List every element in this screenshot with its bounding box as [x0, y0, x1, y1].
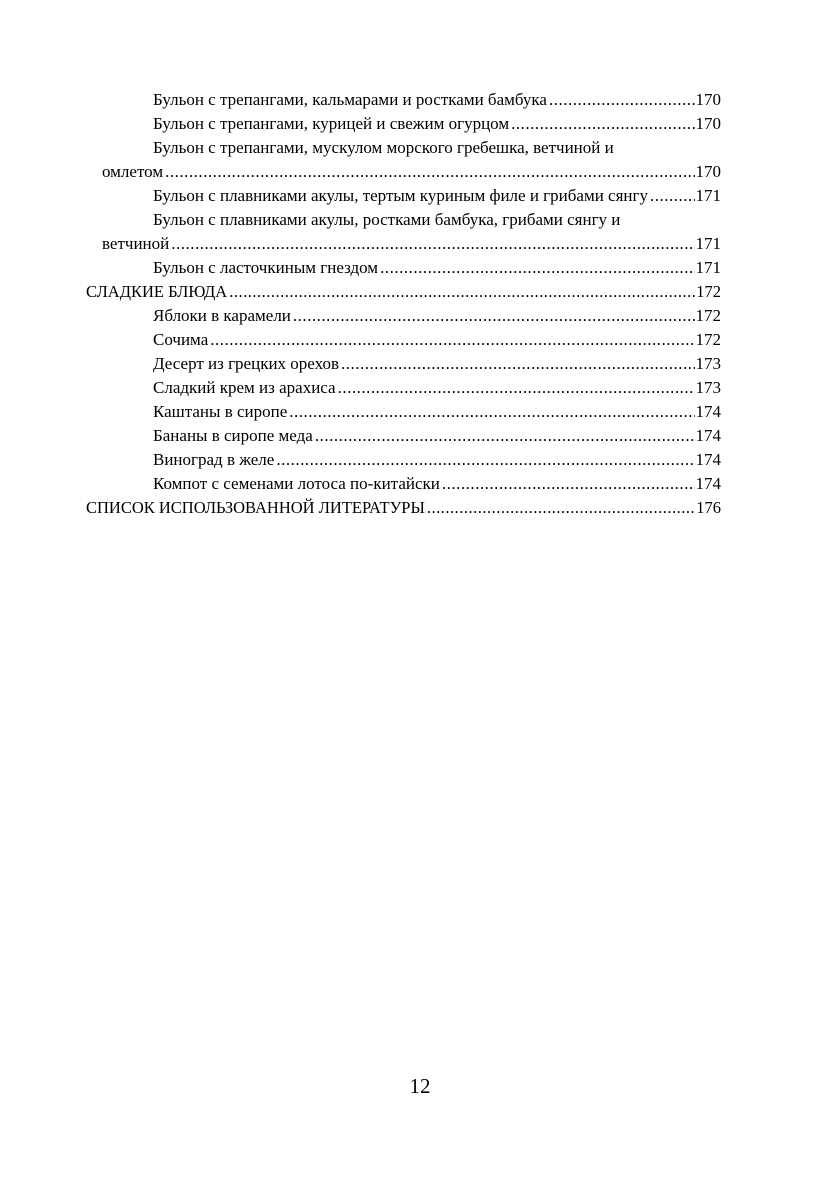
toc-entry[interactable]: [86, 208, 721, 256]
toc-entry-title: СЛАДКИЕ БЛЮДА: [86, 280, 229, 304]
toc-entry[interactable]: [86, 424, 721, 448]
toc-entry[interactable]: [86, 352, 721, 376]
toc-entry-title: Каштаны в сиропе: [153, 400, 289, 424]
toc-entry[interactable]: [86, 328, 721, 352]
page-number: 12: [409, 1074, 431, 1098]
toc-entry-page: 172: [695, 330, 721, 349]
toc-entry-title: Бульон с плавниками акулы, ростками бамбука, грибами сянгу и: [153, 210, 621, 229]
toc-entry[interactable]: [86, 472, 721, 496]
dot-leader: [210, 328, 694, 352]
toc-entry-page: 172: [696, 282, 721, 301]
dot-leader: [511, 112, 694, 136]
toc-section-entry[interactable]: [86, 496, 721, 520]
dot-leader: [229, 280, 695, 304]
toc-entry-page: 174: [695, 450, 721, 469]
toc-entry-page: 173: [695, 378, 721, 397]
toc-entry-page: 172: [695, 306, 721, 325]
toc-entry-title: Десерт из грецких орехов: [153, 352, 341, 376]
toc-entry-title: Бульон с ласточкиным гнездом: [153, 256, 380, 280]
dot-leader: [276, 448, 694, 472]
dot-leader: [549, 88, 695, 112]
toc-entry-page: 170: [695, 162, 721, 181]
toc-entry[interactable]: [86, 304, 721, 328]
dot-leader: [341, 352, 694, 376]
toc-entry-title: Сладкий крем из арахиса: [153, 376, 338, 400]
dot-leader: [293, 304, 695, 328]
toc-entry-title: СПИСОК ИСПОЛЬЗОВАННОЙ ЛИТЕРАТУРЫ: [86, 496, 427, 520]
toc-entry-title: Виноград в желе: [153, 448, 276, 472]
dot-leader: [442, 472, 695, 496]
toc-entry-continuation: [86, 232, 721, 256]
toc-entry-title-continued: омлетом: [102, 160, 165, 184]
toc-entry-title: Бананы в сиропе меда: [153, 424, 315, 448]
toc-entry[interactable]: [86, 184, 721, 208]
toc-entry-page: 174: [695, 402, 721, 421]
toc-entry[interactable]: [86, 448, 721, 472]
toc-section-entry[interactable]: [86, 280, 721, 304]
toc-entry[interactable]: [86, 376, 721, 400]
toc-entry-page: 170: [695, 90, 721, 109]
dot-leader: [380, 256, 694, 280]
toc-entry-title-continued: ветчиной: [102, 232, 171, 256]
toc-entry-page: 174: [695, 426, 721, 445]
toc-entry-page: 170: [695, 114, 721, 133]
toc-entry-page: 171: [695, 234, 721, 253]
toc-entry[interactable]: [86, 400, 721, 424]
toc-entry-page: 176: [696, 498, 721, 517]
dot-leader: [650, 184, 695, 208]
toc-entry-title: Компот с семенами лотоса по-китайски: [153, 472, 442, 496]
toc-entry[interactable]: [86, 256, 721, 280]
toc-entry-title: Сочима: [153, 328, 210, 352]
toc-entry-page: 173: [695, 354, 721, 373]
dot-leader: [338, 376, 695, 400]
toc-entry-title: Бульон с трепангами, мускулом морского гребешка, ветчиной и: [153, 138, 614, 157]
dot-leader: [289, 400, 694, 424]
toc-entry[interactable]: [86, 112, 721, 136]
dot-leader: [427, 496, 695, 520]
toc-entry-page: 171: [695, 186, 721, 205]
toc-entry-continuation: [86, 160, 721, 184]
toc-entry-title: Яблоки в карамели: [153, 304, 293, 328]
dot-leader: [171, 232, 694, 256]
toc-entry-page: 171: [695, 258, 721, 277]
dot-leader: [315, 424, 695, 448]
dot-leader: [165, 160, 694, 184]
toc-entry-title: Бульон с трепангами, курицей и свежим огурцом: [153, 112, 511, 136]
toc-entry[interactable]: [86, 88, 721, 112]
table-of-contents: [86, 88, 721, 520]
toc-entry-title: Бульон с трепангами, кальмарами и ростками бамбука: [153, 88, 549, 112]
toc-entry[interactable]: [86, 136, 721, 184]
toc-entry-page: 174: [695, 474, 721, 493]
toc-entry-title: Бульон с плавниками акулы, тертым куриным филе и грибами сянгу: [153, 184, 650, 208]
